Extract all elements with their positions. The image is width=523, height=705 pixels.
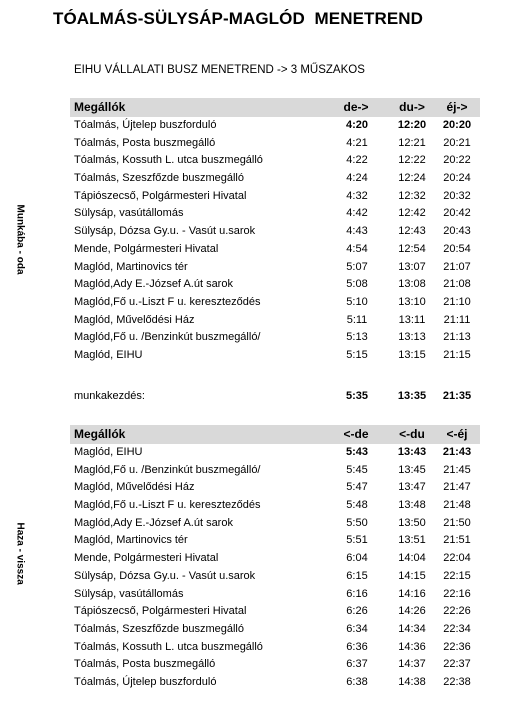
time-night: 21:10: [443, 295, 471, 308]
time-morning: 4:43: [346, 225, 368, 238]
table-row: [70, 550, 480, 568]
table-row: [70, 152, 480, 170]
time-morning: 5:51: [346, 534, 368, 547]
table-row: [70, 497, 480, 515]
stop-name: Maglód,Fő u.-Liszt F u. kereszteződés: [74, 499, 261, 512]
stop-name: Sülysáp, Dózsa Gy.u. - Vasút u.sarok: [74, 569, 256, 582]
table-row: [70, 312, 480, 330]
stop-name: Sülysáp, vasútállomás: [74, 207, 184, 220]
time-afternoon: 13:43: [397, 446, 427, 458]
stop-name: Sülysáp, vasútállomás: [74, 587, 184, 600]
table-row: [70, 241, 480, 259]
time-night: 21:08: [443, 278, 471, 291]
header-stops: Megállók: [74, 427, 126, 441]
time-morning: 6:34: [346, 622, 368, 635]
time-afternoon: 13:50: [398, 516, 426, 529]
table-row: [70, 603, 480, 621]
table-row: [70, 444, 480, 462]
time-afternoon: 12:20: [397, 119, 427, 131]
time-night: 21:45: [443, 463, 471, 476]
time-morning: 4:24: [346, 172, 368, 185]
page-title: TÓALMÁS-SÜLYSÁP-MAGLÓD MENETREND: [53, 9, 424, 28]
table-row: [70, 188, 480, 206]
time-afternoon: 13:13: [398, 331, 426, 344]
time-morning: 5:10: [346, 295, 368, 308]
time-morning: 6:37: [346, 658, 368, 671]
table-row: [70, 462, 480, 480]
stop-name: Tóalmás, Posta buszmegálló: [74, 136, 216, 149]
table-row: [70, 117, 480, 135]
time-night: 22:36: [443, 640, 471, 653]
table-row: [70, 532, 480, 550]
table-row: [70, 639, 480, 657]
stop-name: Tóalmás, Újtelep buszforduló: [74, 675, 217, 688]
time-afternoon: 13:48: [398, 499, 426, 512]
shift-start-morning: 5:35: [345, 390, 369, 402]
time-night: 21:47: [443, 481, 471, 494]
time-afternoon: 12:24: [398, 172, 426, 185]
header-afternoon: <-du: [399, 427, 425, 441]
time-afternoon: 14:37: [398, 658, 426, 671]
time-night: 21:07: [443, 260, 471, 273]
time-afternoon: 13:08: [398, 278, 426, 291]
time-morning: 6:04: [346, 552, 368, 565]
time-night: 22:16: [443, 587, 471, 600]
return-table: [70, 425, 480, 692]
table-row: [70, 294, 480, 312]
time-morning: 4:20: [345, 119, 369, 131]
time-morning: 4:21: [346, 136, 368, 149]
stop-name: Maglód, Művelődési Ház: [74, 313, 195, 326]
time-afternoon: 13:11: [398, 313, 426, 326]
time-afternoon: 13:45: [398, 463, 426, 476]
time-afternoon: 12:43: [398, 225, 426, 238]
time-night: 21:13: [443, 331, 471, 344]
stop-name: Tápiószecső, Polgármesteri Hivatal: [74, 605, 247, 618]
time-morning: 4:54: [346, 242, 368, 255]
header-night: éj->: [446, 100, 468, 114]
time-afternoon: 14:16: [398, 587, 426, 600]
header-night: <-éj: [446, 427, 468, 441]
stop-name: Mende, Polgármesteri Hivatal: [74, 552, 219, 565]
stop-name: Tóalmás, Újtelep buszforduló: [74, 119, 217, 131]
time-night: 22:38: [443, 675, 471, 688]
time-morning: 4:32: [346, 189, 368, 202]
time-afternoon: 13:47: [398, 481, 426, 494]
time-night: 20:54: [443, 242, 471, 255]
subtitle: EIHU VÁLLALATI BUSZ MENETREND -> 3 MŰSZAKOS: [74, 64, 365, 76]
stop-name: Maglód, Művelődési Ház: [74, 481, 195, 494]
time-morning: 5:15: [346, 348, 368, 361]
time-morning: 5:07: [346, 260, 368, 273]
table-header: [70, 98, 480, 117]
table-row: [70, 347, 480, 365]
outbound-rows: [70, 117, 480, 365]
table-row: [70, 170, 480, 188]
time-night: 22:26: [443, 605, 471, 618]
stop-name: Maglód,Fő u. /Benzinkút buszmegálló/: [74, 463, 261, 476]
time-afternoon: 14:36: [398, 640, 426, 653]
stop-name: Tóalmás, Kossuth L. utca buszmegálló: [74, 154, 263, 167]
time-morning: 5:11: [346, 313, 368, 326]
time-afternoon: 13:07: [398, 260, 426, 273]
time-morning: 5:48: [346, 499, 368, 512]
time-night: 21:51: [443, 534, 471, 547]
stop-name: Maglód,Fő u. /Benzinkút buszmegálló/: [74, 331, 261, 344]
time-morning: 5:08: [346, 278, 368, 291]
time-afternoon: 14:15: [398, 569, 426, 582]
time-morning: 6:38: [346, 675, 368, 688]
time-night: 20:42: [443, 207, 471, 220]
stop-name: Maglód, EIHU: [74, 348, 143, 361]
time-night: 21:50: [443, 516, 471, 529]
time-morning: 5:47: [346, 481, 368, 494]
time-morning: 5:50: [346, 516, 368, 529]
table-row: [70, 656, 480, 674]
header-morning: <-de: [343, 427, 369, 441]
time-afternoon: 12:42: [398, 207, 426, 220]
time-morning: 4:22: [346, 154, 368, 167]
time-morning: 6:26: [346, 605, 368, 618]
stop-name: Maglód,Ady E.-József A.út sarok: [74, 516, 233, 529]
time-morning: 5:45: [346, 463, 368, 476]
stop-name: Tóalmás, Szeszfőzde buszmegálló: [74, 172, 244, 185]
shift-start-row: [70, 388, 480, 406]
time-night: 22:04: [443, 552, 471, 565]
time-night: 20:32: [443, 189, 471, 202]
time-morning: 5:13: [346, 331, 368, 344]
time-afternoon: 13:51: [398, 534, 426, 547]
time-afternoon: 14:38: [398, 675, 426, 688]
return-rows: [70, 444, 480, 692]
time-night: 20:22: [443, 154, 471, 167]
shift-start-night: 21:35: [442, 390, 472, 402]
header-morning: de->: [343, 100, 369, 114]
time-afternoon: 12:22: [398, 154, 426, 167]
time-morning: 6:16: [346, 587, 368, 600]
time-night: 21:11: [443, 313, 471, 326]
time-night: 22:34: [443, 622, 471, 635]
time-afternoon: 12:54: [398, 242, 426, 255]
table-row: [70, 479, 480, 497]
header-stops: Megállók: [74, 100, 126, 114]
table-row: [70, 621, 480, 639]
table-row: [70, 135, 480, 153]
stop-name: Maglód, Martinovics tér: [74, 534, 188, 547]
time-night: 20:21: [443, 136, 471, 149]
time-morning: 6:15: [346, 569, 368, 582]
table-row: [70, 205, 480, 223]
table-row: [70, 259, 480, 277]
side-label-outbound: Munkába - oda: [14, 204, 26, 275]
table-row: [70, 674, 480, 692]
time-afternoon: 13:15: [398, 348, 426, 361]
time-night: 20:24: [443, 172, 471, 185]
time-afternoon: 13:10: [398, 295, 426, 308]
outbound-table: [70, 98, 480, 365]
time-night: 22:37: [443, 658, 471, 671]
stop-name: Sülysáp, Dózsa Gy.u. - Vasút u.sarok: [74, 225, 256, 238]
table-row: [70, 515, 480, 533]
time-afternoon: 14:26: [398, 605, 426, 618]
stop-name: Maglód, EIHU: [74, 446, 143, 458]
shift-start-afternoon: 13:35: [397, 390, 427, 402]
table-row: [70, 223, 480, 241]
time-afternoon: 12:32: [398, 189, 426, 202]
table-row: [70, 276, 480, 294]
time-night: 21:43: [442, 446, 472, 458]
table-row: [70, 329, 480, 347]
stop-name: Tápiószecső, Polgármesteri Hivatal: [74, 189, 247, 202]
time-morning: 4:42: [346, 207, 368, 220]
stop-name: Tóalmás, Kossuth L. utca buszmegálló: [74, 640, 263, 653]
time-night: 21:15: [443, 348, 471, 361]
time-night: 21:48: [443, 499, 471, 512]
stop-name: Mende, Polgármesteri Hivatal: [74, 242, 219, 255]
table-row: [70, 568, 480, 586]
stop-name: Maglód,Fő u.-Liszt F u. kereszteződés: [74, 295, 261, 308]
header-afternoon: du->: [399, 100, 425, 114]
stop-name: Tóalmás, Posta buszmegálló: [74, 658, 216, 671]
side-label-return: Haza - vissza: [14, 522, 26, 585]
time-afternoon: 14:04: [398, 552, 426, 565]
time-afternoon: 14:34: [398, 622, 426, 635]
time-night: 20:20: [442, 119, 472, 131]
time-morning: 6:36: [346, 640, 368, 653]
time-morning: 5:43: [345, 446, 369, 458]
stop-name: Tóalmás, Szeszfőzde buszmegálló: [74, 622, 244, 635]
time-night: 20:43: [443, 225, 471, 238]
table-row: [70, 586, 480, 604]
stop-name: Maglód, Martinovics tér: [74, 260, 188, 273]
stop-name: Maglód,Ady E.-József A.út sarok: [74, 278, 233, 291]
table-header: [70, 425, 480, 444]
shift-start-label: munkakezdés:: [74, 390, 145, 402]
time-afternoon: 12:21: [398, 136, 426, 149]
time-night: 22:15: [443, 569, 471, 582]
